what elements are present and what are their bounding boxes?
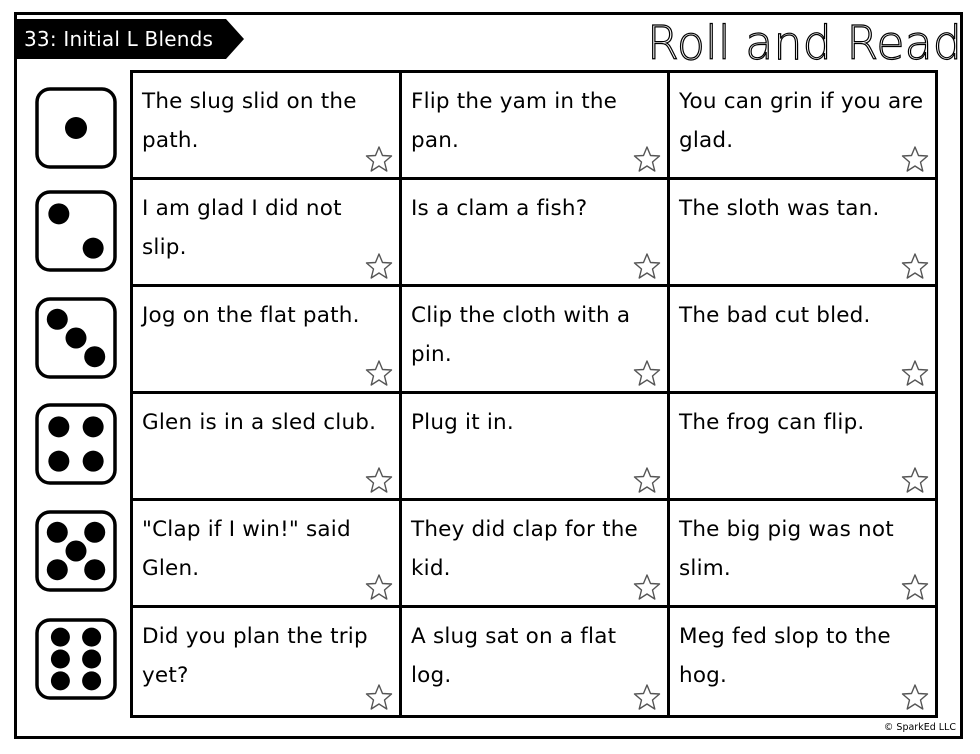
sentence-text: I am glad I did not slip. <box>142 196 342 260</box>
sentence-text: You can grin if you are glad. <box>679 89 924 153</box>
copyright-notice: © SparkEd LLC <box>883 722 956 733</box>
sentence-text: "Clap if I win!" said Glen. <box>142 517 351 581</box>
star-outline-icon <box>901 573 929 601</box>
sentence-text: The big pig was not slim. <box>679 517 894 581</box>
star-outline-icon <box>365 573 393 601</box>
sentence-text: They did clap for the kid. <box>411 517 638 581</box>
sentence-text: The slug slid on the path. <box>142 89 357 153</box>
sentence-text: Glen is in a sled club. <box>142 410 377 435</box>
sentence-text: The sloth was tan. <box>679 196 880 221</box>
sentence-text: Plug it in. <box>411 410 514 435</box>
die-two-icon <box>35 190 117 272</box>
sentence-text: Meg fed slop to the hog. <box>679 624 891 688</box>
sentence-cell <box>670 73 935 180</box>
sentence-cell <box>670 180 935 287</box>
star-outline-icon <box>365 359 393 387</box>
sentence-cell <box>133 608 402 715</box>
sentence-text: Clip the cloth with a pin. <box>411 303 631 367</box>
star-outline-icon <box>901 466 929 494</box>
sentence-text: A slug sat on a flat log. <box>411 624 617 688</box>
sentence-text: Did you plan the trip yet? <box>142 624 368 688</box>
star-outline-icon <box>633 359 661 387</box>
sentence-cell <box>402 501 670 608</box>
star-outline-icon <box>901 683 929 711</box>
sentence-grid <box>130 70 938 718</box>
lesson-label: 33: Initial L Blends <box>24 27 214 51</box>
star-outline-icon <box>365 252 393 280</box>
sentence-cell <box>133 73 402 180</box>
sentence-cell <box>402 394 670 501</box>
sentence-cell <box>670 501 935 608</box>
star-outline-icon <box>633 145 661 173</box>
sentence-text: Jog on the flat path. <box>142 303 360 328</box>
sentence-cell <box>402 73 670 180</box>
page-title: Roll and Read <box>647 16 962 70</box>
sentence-cell <box>670 287 935 394</box>
sentence-text: Flip the yam in the pan. <box>411 89 618 153</box>
lesson-banner <box>14 19 244 59</box>
sentence-cell <box>133 180 402 287</box>
star-outline-icon <box>901 359 929 387</box>
sentence-cell <box>670 394 935 501</box>
star-outline-icon <box>633 466 661 494</box>
sentence-cell <box>402 287 670 394</box>
star-outline-icon <box>365 466 393 494</box>
star-outline-icon <box>901 145 929 173</box>
star-outline-icon <box>633 683 661 711</box>
sentence-cell <box>133 501 402 608</box>
die-five-icon <box>35 510 117 592</box>
die-six-icon <box>35 618 117 700</box>
sentence-text: Is a clam a fish? <box>411 196 588 221</box>
sentence-cell <box>670 608 935 715</box>
die-one-icon <box>35 87 117 169</box>
sentence-cell <box>402 608 670 715</box>
sentence-cell <box>133 394 402 501</box>
die-four-icon <box>35 403 117 485</box>
star-outline-icon <box>365 145 393 173</box>
sentence-cell <box>402 180 670 287</box>
die-three-icon <box>35 297 117 379</box>
star-outline-icon <box>633 252 661 280</box>
star-outline-icon <box>633 573 661 601</box>
star-outline-icon <box>365 683 393 711</box>
sentence-text: The bad cut bled. <box>679 303 871 328</box>
sentence-cell <box>133 287 402 394</box>
sentence-text: The frog can flip. <box>679 410 865 435</box>
star-outline-icon <box>901 252 929 280</box>
